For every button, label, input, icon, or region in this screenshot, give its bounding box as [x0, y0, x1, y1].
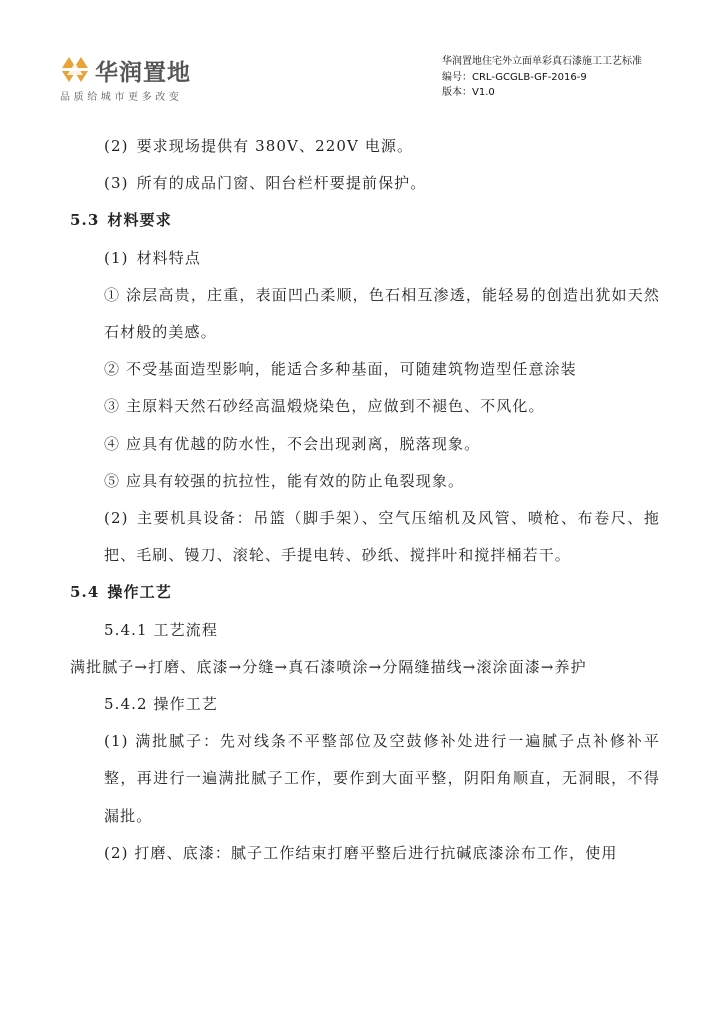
- list-item: ① 涂层高贵，庄重，表面凹凸柔顺，色石相互渗透，能轻易的创造出犹如天然石材般的美感。: [104, 285, 660, 342]
- item-number: (2): [104, 509, 129, 528]
- paragraph: [70, 240, 660, 277]
- subsection-heading: 5.4.2 操作工艺: [104, 695, 218, 714]
- document-body: [70, 128, 660, 872]
- paragraph-text: 主要机具设备：吊篮（脚手架）、空气压缩机及风管、喷枪、布卷尺、拖把、毛刷、镘刀、滚轮、手提电转、砂纸、搅拌叶和搅拌桶若干。: [104, 509, 660, 565]
- list-item: ⑤ 应具有较强的抗拉性，能有效的防止龟裂现象。: [104, 471, 465, 490]
- paragraph: (1) 满批腻子：先对线条不平整部位及空鼓修补处进行一遍腻子点补修补平整，再进行一遍满批腻子工作，要作到大面平整，阴阳角顺直，无洞眼，不得漏批。: [104, 732, 660, 825]
- item-number: (2): [104, 137, 129, 155]
- list-item: ② 不受基面造型影响，能适合多种基面，可随建筑物造型任意涂装: [104, 360, 577, 379]
- process-flow: 满批腻子→打磨、底漆→分缝→真石漆喷涂→分隔缝描线→滚涂面漆→养护: [70, 657, 587, 676]
- section-heading: [70, 574, 660, 611]
- company-slogan: 品质给城市更多改变: [60, 92, 183, 103]
- section-title: 材料要求: [107, 211, 172, 230]
- section-title: 操作工艺: [107, 583, 172, 602]
- paragraph: [70, 500, 660, 574]
- paragraph: [70, 128, 660, 165]
- item-number: (1): [104, 248, 129, 267]
- logo-mark-icon: [60, 54, 90, 84]
- page-header: [0, 0, 724, 110]
- document-title: 华润置地住宅外立面单彩真石漆施工工艺标准: [442, 56, 642, 67]
- subsection-heading: 5.4.1 工艺流程: [104, 620, 218, 639]
- list-item: ③ 主原料天然石砂经高温煅烧染色，应做到不褪色、不风化。: [104, 397, 545, 416]
- paragraph-text: 要求现场提供有 380V、220V 电源。: [136, 137, 414, 155]
- paragraph: [70, 165, 660, 202]
- list-item: ④ 应具有优越的防水性，不会出现剥离，脱落现象。: [104, 434, 481, 453]
- document-version: 版本：V1.0: [442, 87, 495, 98]
- document-number: 编号：CRL-GCGLB-GF-2016-9: [442, 71, 587, 83]
- company-name: 华润置地: [95, 60, 191, 86]
- paragraph-text: 所有的成品门窗、阳台栏杆要提前保护。: [136, 174, 427, 193]
- section-number: 5.3: [70, 211, 100, 230]
- paragraph: (2) 打磨、底漆：腻子工作结束打磨平整后进行抗碱底漆涂布工作，使用: [104, 843, 618, 862]
- paragraph-text: 材料特点: [136, 248, 201, 267]
- section-heading: [70, 202, 660, 239]
- section-number: 5.4: [70, 583, 100, 602]
- document-meta: [442, 54, 642, 101]
- item-number: (3): [104, 174, 129, 193]
